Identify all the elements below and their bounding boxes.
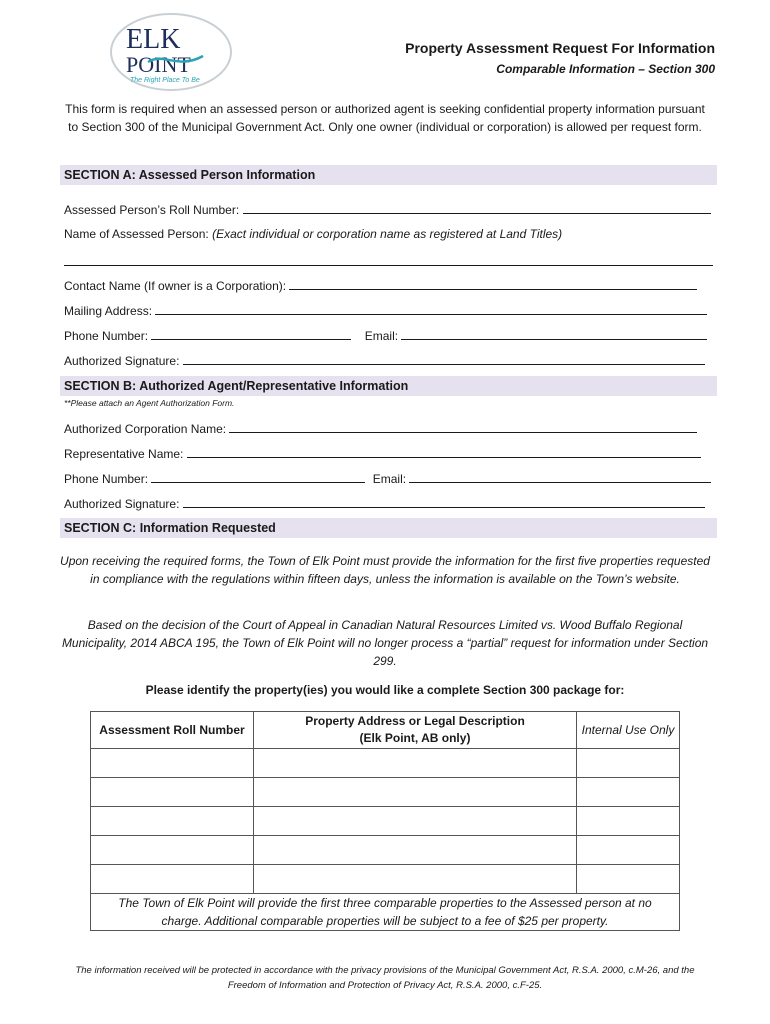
table-row <box>91 778 680 807</box>
rep-name-field[interactable] <box>64 446 701 461</box>
signature-label-a: Authorized Signature: <box>64 354 180 368</box>
internal-use-cell <box>577 749 680 778</box>
rep-name-label: Representative Name: <box>64 447 184 461</box>
property-address-cell[interactable] <box>254 778 577 807</box>
internal-use-cell <box>577 836 680 865</box>
signature-line-b[interactable] <box>183 496 705 508</box>
section-c-heading: SECTION C: Information Requested <box>60 518 717 538</box>
form-title: Property Assessment Request For Information <box>405 40 715 56</box>
section-a-heading: SECTION A: Assessed Person Information <box>60 165 717 185</box>
corp-name-line[interactable] <box>229 421 697 433</box>
roll-number-cell[interactable] <box>91 865 254 894</box>
table-row <box>91 807 680 836</box>
table-row <box>91 865 680 894</box>
roll-number-cell[interactable] <box>91 807 254 836</box>
header-property-address <box>254 712 577 749</box>
phone-label-a: Phone Number: <box>64 329 149 343</box>
contact-name-line[interactable] <box>289 278 697 290</box>
corp-name-field[interactable] <box>64 421 697 436</box>
assessed-name-label-row <box>64 227 562 241</box>
logo-graphic <box>108 12 234 92</box>
roll-number-cell[interactable] <box>91 836 254 865</box>
table-note-row <box>91 894 680 931</box>
property-address-cell[interactable] <box>254 807 577 836</box>
logo-text-bottom: POINT <box>126 52 191 77</box>
property-address-cell[interactable] <box>254 836 577 865</box>
roll-number-cell[interactable] <box>91 778 254 807</box>
contact-name-field[interactable] <box>64 278 697 293</box>
phone-label-b: Phone Number: <box>64 472 149 486</box>
header-roll-number: Assessment Roll Number <box>91 712 254 749</box>
signature-label-b: Authorized Signature: <box>64 497 180 511</box>
signature-field-a[interactable] <box>64 353 705 368</box>
phone-email-row-a <box>64 328 707 343</box>
comparable-fee-note: The Town of Elk Point will provide the first three comparable properties to the Assessed person at no charge. Additional comparable properties will be subject to a fee of $25 per property. <box>91 894 680 931</box>
roll-number-field[interactable] <box>64 202 711 217</box>
email-label-a: Email: <box>364 329 399 343</box>
assessed-name-line[interactable] <box>64 254 713 266</box>
corp-name-label: Authorized Corporation Name: <box>64 422 227 436</box>
property-request-prompt: Please identify the property(ies) you would like a complete Section 300 package for: <box>145 683 625 697</box>
table-row <box>91 749 680 778</box>
phone-email-row-b <box>64 471 711 486</box>
section-c-paragraph-2: Based on the decision of the Court of Appeal in Canadian Natural Resources Limited vs. Wood Buffalo Regional Municipality, 2014 ABCA 195, the Town of Elk Point will no longer process a “partial” request for information under Section 299. <box>61 618 709 668</box>
signature-line-a[interactable] <box>183 353 705 365</box>
assessed-name-label: Name of Assessed Person: <box>64 227 209 241</box>
email-label-b: Email: <box>372 472 407 486</box>
contact-name-label: Contact Name (If owner is a Corporation): <box>64 279 287 293</box>
assessed-name-hint: (Exact individual or corporation name as registered at Land Titles) <box>212 227 563 241</box>
property-address-cell[interactable] <box>254 749 577 778</box>
property-table <box>90 711 680 931</box>
internal-use-cell <box>577 807 680 836</box>
table-header-row <box>91 712 680 749</box>
logo-tagline: The Right Place To Be <box>130 77 200 84</box>
rep-name-line[interactable] <box>187 446 701 458</box>
section-c-paragraph-1: Upon receiving the required forms, the Town of Elk Point must provide the information for the first five properties requested in compliance with the regulations within fifteen days, unless the information is available on the Town’s website. <box>60 554 710 586</box>
elk-point-logo <box>108 12 234 92</box>
signature-field-b[interactable] <box>64 496 705 511</box>
mailing-address-label: Mailing Address: <box>64 304 153 318</box>
agent-form-note: **Please attach an Agent Authorization Form. <box>64 398 235 408</box>
header-internal-use: Internal Use Only <box>577 712 680 749</box>
mailing-address-line[interactable] <box>155 303 707 315</box>
table-row <box>91 836 680 865</box>
internal-use-cell <box>577 778 680 807</box>
internal-use-cell <box>577 865 680 894</box>
email-line-a[interactable] <box>401 328 707 340</box>
phone-line-b[interactable] <box>151 471 365 483</box>
form-subtitle: Comparable Information – Section 300 <box>496 62 715 76</box>
mailing-address-field[interactable] <box>64 303 707 318</box>
header-property-address-line2: (Elk Point, AB only) <box>359 731 471 745</box>
assessed-name-field[interactable] <box>64 254 713 269</box>
logo-text-top: ELK <box>126 24 181 55</box>
privacy-footer: The information received will be protected in accordance with the privacy provisions of the Municipal Government Act, R.S.A. 2000, c.M-26, and the Freedom of Information and Protection of Privacy Act, R.S.A. 2000, c.F-25. <box>75 965 695 991</box>
roll-number-cell[interactable] <box>91 749 254 778</box>
email-line-b[interactable] <box>409 471 711 483</box>
property-address-cell[interactable] <box>254 865 577 894</box>
section-b-heading: SECTION B: Authorized Agent/Representative Information <box>60 376 717 396</box>
roll-number-label: Assessed Person’s Roll Number: <box>64 203 240 217</box>
phone-line-a[interactable] <box>151 328 351 340</box>
intro-text: This form is required when an assessed person or authorized agent is seeking confidential property information pursuant to Section 300 of the Municipal Government Act. Only one owner (individual or corporation) is allowed per request form. <box>65 102 705 134</box>
header-property-address-line1: Property Address or Legal Description <box>305 714 525 728</box>
roll-number-line[interactable] <box>243 202 711 214</box>
